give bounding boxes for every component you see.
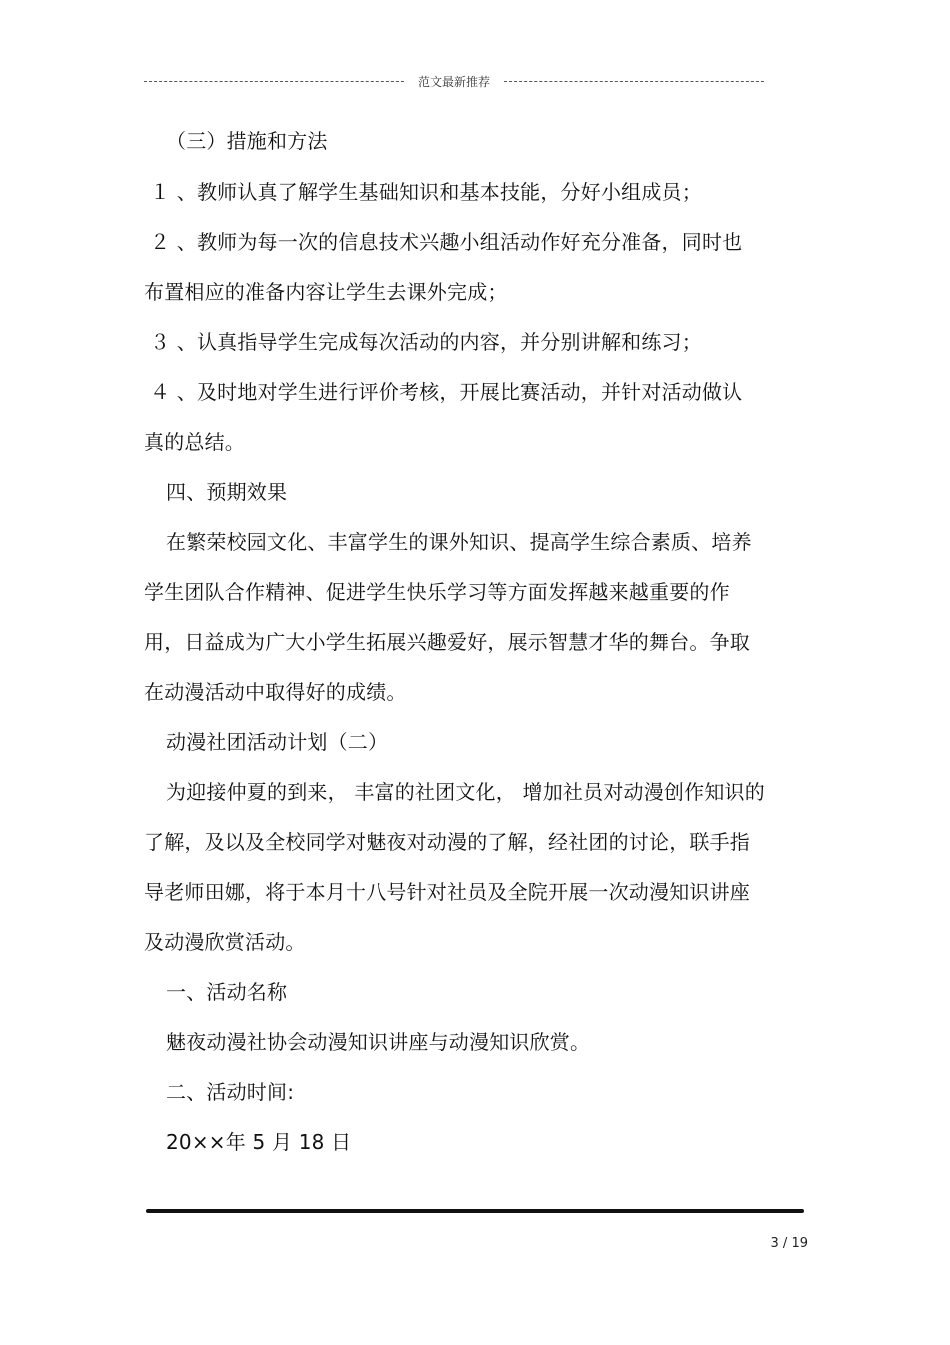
header-title: 范文最新推荐 [418,74,491,89]
page-number: 3 / 19 [770,1236,808,1251]
header-dash-right [504,81,764,82]
list-item-2-continued: 布置相应的准备内容让学生去课外完成； [144,280,508,304]
section-heading-measures: （三）措施和方法 [166,129,328,153]
header-dash-left [144,81,404,82]
section-heading-expected-results: 四、预期效果 [166,480,288,504]
document-subtitle: 动漫社团活动计划（二） [166,730,389,754]
paragraph-line: 及动漫欣赏活动。 [144,930,306,954]
paragraph-line: 在动漫活动中取得好的成绩。 [144,680,407,704]
paragraph-line: 导老师田娜，将于本月十八号针对社员及全院开展一次动漫知识讲座 [144,880,750,904]
paragraph-line: 了解，及以及全校同学对魅夜对动漫的了解，经社团的讨论，联手指 [144,830,750,854]
page-header [144,70,764,92]
list-item-1: １ 、教师认真了解学生基础知识和基本技能，分好小组成员； [150,180,702,204]
section-heading-activity-time: 二、活动时间: [166,1080,295,1104]
activity-date-text: 20××年 5 月 18 日 [166,1130,352,1154]
paragraph-line: 学生团队合作精神、促进学生快乐学习等方面发挥越来越重要的作 [144,580,730,604]
list-item-4-continued: 真的总结。 [144,430,245,454]
activity-name-text: 魅夜动漫社协会动漫知识讲座与动漫知识欣赏。 [166,1030,591,1054]
paragraph-line: 为迎接仲夏的到来， 丰富的社团文化， 增加社员对动漫创作知识的 [166,780,765,804]
paragraph-line: 在繁荣校园文化、丰富学生的课外知识、提高学生综合素质、培养 [166,530,752,554]
list-item-3: ３ 、认真指导学生完成每次活动的内容，并分别讲解和练习； [150,330,702,354]
section-heading-activity-name: 一、活动名称 [166,980,288,1004]
footer-rule [146,1209,804,1213]
list-item-2: ２ 、教师为每一次的信息技术兴趣小组活动作好充分准备，同时也 [150,230,743,254]
paragraph-line: 用，日益成为广大小学生拓展兴趣爱好，展示智慧才华的舞台。争取 [144,630,750,654]
list-item-4: ４ 、及时地对学生进行评价考核，开展比赛活动，并针对活动做认 [150,380,743,404]
